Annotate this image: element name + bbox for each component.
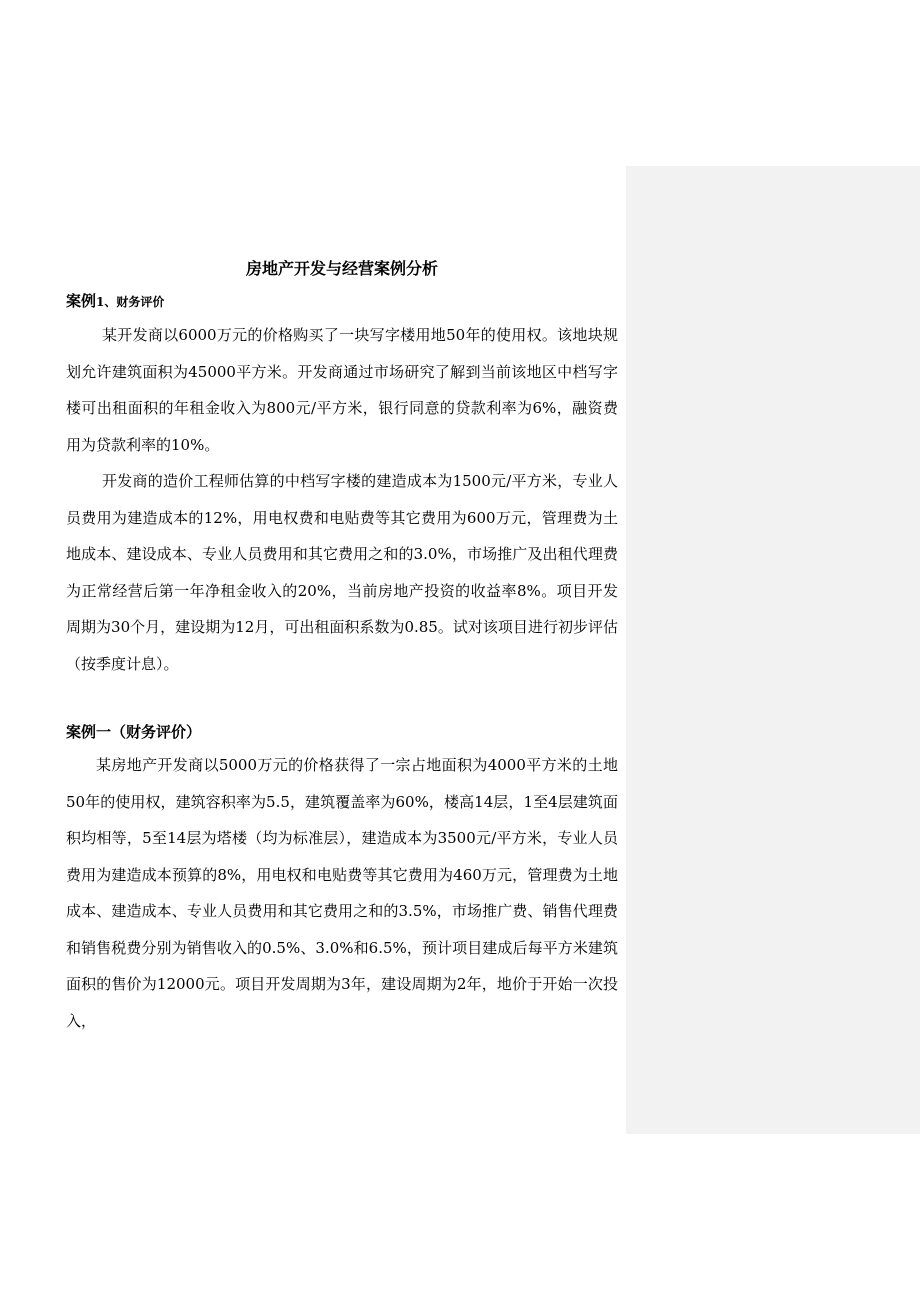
case1-paragraph-2: 开发商的造价工程师估算的中档写字楼的建造成本为1500元/平方米，专业人员费用为建造成本的12%，用电权费和电贴费等其它费用为600万元，管理费为土地成本、建设成本、专业人员费用和其它费用之和的3.0%，市场推广及出租代理费为正常经营后第一年净租金收入的20%，当前房地产投资的收益率8%。项目开发周期为30个月，建设期为12月，可出租面积系数为0.85。试对该项目进行初步评估（按季度计息）。 [66, 472, 618, 673]
comment-pane [626, 166, 920, 1134]
document-title: 房地产开发与经营案例分析 [245, 259, 438, 278]
case2-heading: 案例一（财务评价） [66, 723, 202, 741]
case1-heading-main: 案例 [66, 292, 97, 310]
case2-paragraph-1: 某房地产开发商以5000万元的价格获得了一宗占地面积为4000平方米的土地50年的使用权，建筑容积率为5.5，建筑覆盖率为60%，楼高14层，1至4层建筑面积均相等，5至14层为塔楼（均为标准层），建造成本为3500元/平方米，专业人员费用为建造成本预算的8%，用电权和电贴费等其它费用为460万元，管理费为土地成本、建造成本、专业人员费用和其它费用之和的3.5%，市场推广费、销售代理费和销售税费分别为销售收入的0.5%、3.0%和6.5%，预计项目建成后每平方米建筑面积的售价为12000元。项目开发周期为3年，建设周期为2年，地价于开始一次投入， [66, 756, 618, 1030]
case1-heading [66, 286, 618, 317]
case1-heading-sub: 1、财务评价 [96, 295, 165, 309]
case1-paragraph-1: 某开发商以6000万元的价格购买了一块写字楼用地50年的使用权。该地块规划允许建筑面积为45000平方米。开发商通过市场研究了解到当前该地区中档写字楼可出租面积的年租金收入为800元/平方米，银行同意的贷款利率为6%，融资费用为贷款利率的10%。 [66, 326, 618, 454]
section-gap [66, 682, 618, 717]
document-body [66, 254, 618, 1039]
